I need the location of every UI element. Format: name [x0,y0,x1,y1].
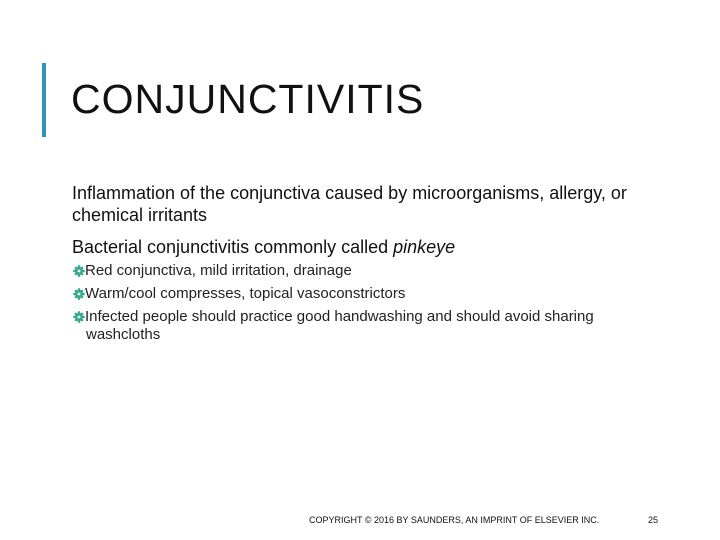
list-item [72,285,672,303]
page-number: 25 [648,515,659,525]
slide-body [72,182,672,349]
title-accent-bar [42,63,46,137]
list-item [72,262,672,280]
asterisk-flower-icon [73,288,85,300]
asterisk-flower-icon [73,311,85,323]
paragraph-bacterial [72,236,672,258]
copyright-footer: COPYRIGHT © 2016 BY SAUNDERS, AN IMPRINT OF ELSEVIER INC. [309,515,600,525]
paragraph-bacterial-lead: Bacterial conjunctivitis commonly called [72,237,394,257]
list-item-text: Red conjunctiva, mild irritation, drainage [85,262,352,279]
slide-title: CONJUNCTIVITIS [71,76,425,122]
list-item-text: Warm/cool compresses, topical vasoconstrictors [85,285,406,302]
list-item [72,308,672,344]
symptom-treatment-list [72,262,672,344]
pinkeye-emphasis: pinkeye [393,237,456,257]
asterisk-flower-icon [73,265,85,277]
paragraph-definition: Inflammation of the conjunctiva caused by microorganisms, allergy, or chemical irritants [72,183,627,225]
list-item-text: Infected people should practice good handwashing and should avoid sharing washcloths [85,308,594,343]
